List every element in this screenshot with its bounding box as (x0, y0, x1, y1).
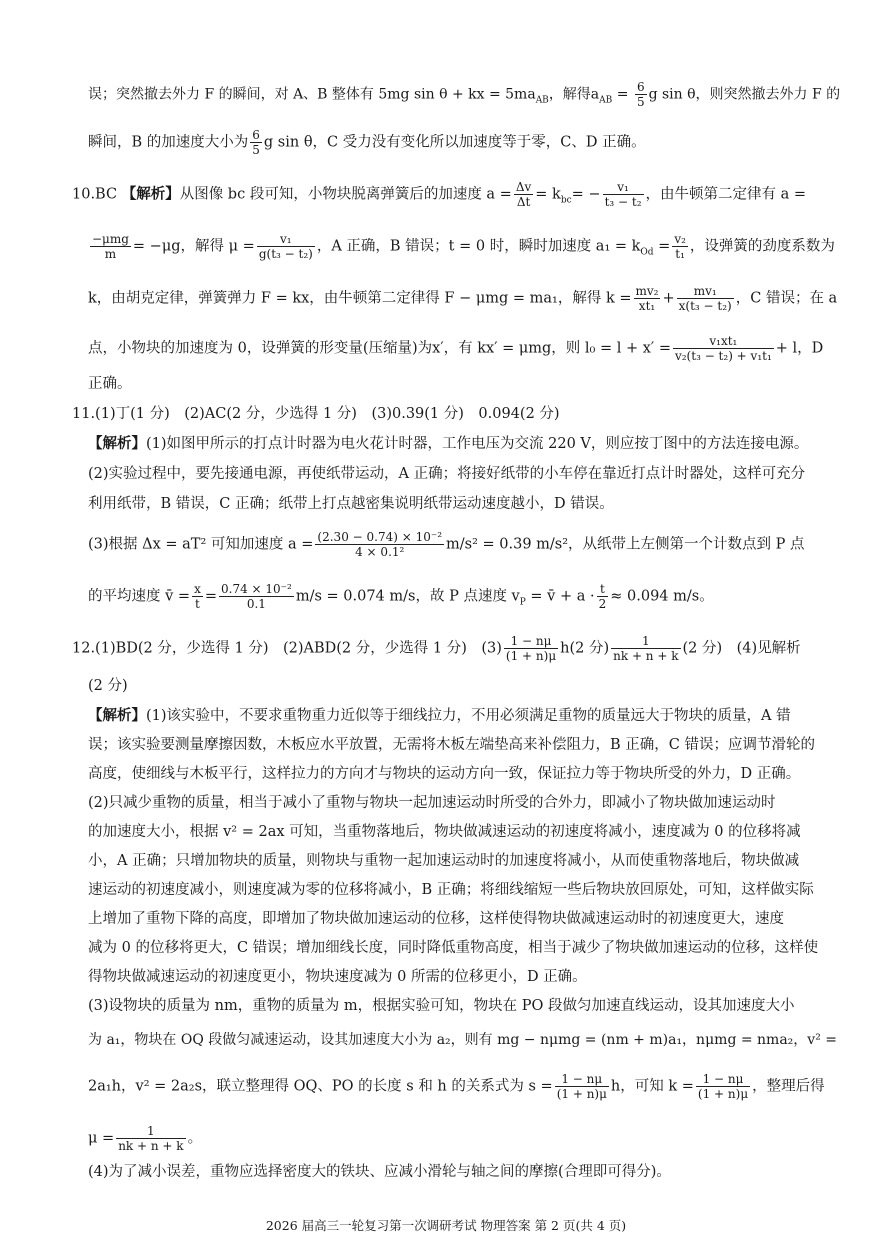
text: k，由胡克定律，弹簧弹力 F = kx，由牛顿第二定律得 F − μmg = ma₁，解得 k = (88, 290, 632, 307)
q12-line-3 (88, 764, 828, 784)
analysis-tag: 【解析】 (88, 707, 146, 724)
sub: Od (640, 247, 654, 258)
text: 误；突然撤去外力 F 的瞬间，对 A、B 整体有 5mg sin θ + kx = 5ma (88, 86, 536, 103)
q11-line-3 (88, 494, 828, 514)
numerator: 6 (252, 128, 260, 142)
fraction (673, 334, 774, 363)
text: 的平均速度 v̄ = (88, 588, 191, 605)
text: 从图像 bc 段可知，小物块脱离弹簧后的加速度 a = (179, 186, 512, 203)
denominator: x(t₃ − t₂) (678, 299, 732, 313)
numerator: v₂ (674, 232, 686, 246)
q12-line-2 (88, 735, 828, 755)
text: h(2 分) (560, 640, 610, 657)
text: 。 (187, 1130, 203, 1147)
denominator: xt₁ (638, 299, 656, 313)
denominator: 5 (636, 95, 645, 109)
numerator: 1 − nμ (555, 1072, 609, 1087)
text: ，整理后得 (752, 1078, 825, 1095)
denominator: g(t₃ − t₂) (258, 247, 313, 261)
fraction (634, 284, 661, 313)
text: + (662, 290, 675, 307)
q12-header-2 (88, 676, 828, 696)
q10-line-3 (88, 284, 838, 313)
text: 得物块做减速运动的初速度更小，物块速度减为 0 所需的位移更小，D 正确。 (88, 969, 587, 985)
q12-line-9 (88, 938, 828, 958)
fraction (257, 232, 315, 261)
text: h，可知 k = (610, 1078, 694, 1095)
sub: P (519, 597, 526, 608)
text: (2 分) (88, 678, 128, 694)
text: + l，D (775, 340, 824, 357)
text: ≈ 0.094 m/s。 (610, 588, 714, 605)
text: 正确。 (88, 376, 132, 392)
numerator: v₁ (603, 180, 644, 195)
denominator: (1 + n)μ (505, 649, 557, 663)
denominator: (1 + n)μ (697, 1087, 749, 1101)
q12-line-13 (88, 1072, 828, 1101)
text: 小，A 正确；只增加物块的质量，则物块与重物一起加速运动时的加速度将减小，从而使重物落地后，物块做减 (88, 853, 800, 869)
q12-line-10 (88, 967, 828, 987)
numerator: 1 (611, 634, 680, 649)
q12-line-8 (88, 909, 828, 929)
text: = (653, 238, 671, 255)
q12-line-12 (88, 1030, 837, 1050)
text: (3)设物块的质量为 nm，重物的质量为 m，根据实验可知，物块在 PO 段做匀加速直线运动，设其加速度大小 (88, 998, 795, 1014)
q12-line-1 (88, 706, 828, 726)
q12-line-4 (88, 793, 828, 813)
text: (4)为了减小误差，重物应选择密度大的铁块、应减小滑轮与轴之间的摩擦(合理即可得分)。 (88, 1164, 671, 1180)
denominator: 0.1 (246, 597, 266, 611)
numerator: −μmg (92, 232, 129, 246)
q12-line-14 (88, 1124, 828, 1153)
text: (2 分) (4)见解析 (682, 640, 801, 657)
text: g sin θ，则突然撤去外力 F 的 (648, 86, 841, 103)
q10-line-5 (88, 374, 828, 394)
fraction (677, 284, 734, 313)
text: ，由牛顿第二定律有 a = (645, 186, 807, 203)
q12-header (72, 634, 812, 663)
numerator: 1 − nμ (504, 634, 558, 649)
text: 11.(1)丁(1 分) (2)AC(2 分，少选得 1 分) (3)0.39(1 分) 0.094(2 分) (72, 406, 560, 422)
text: (1)如图甲所示的打点计时器为电火花计时器，工作电压为交流 220 V，则应按丁图中的方法连接电源。 (146, 436, 809, 452)
denominator: nk + n + k (118, 1139, 184, 1153)
fraction (611, 634, 680, 663)
q10-line-4 (88, 334, 828, 363)
text: 高度，使细线与木板平行，这样拉力的方向才与物块的运动方向一致，保证拉力等于物块所受的外力，D 正确。 (88, 766, 801, 782)
text: (2)实验过程中，要先接通电源，再使纸带运动，A 正确；将接好纸带的小车停在靠近打点计时器处，这样可充分 (88, 466, 806, 482)
sub: AB (535, 95, 549, 106)
q11-line-5 (88, 582, 828, 612)
q10-line-1 (72, 180, 812, 210)
text: = v̄ + a · (525, 588, 595, 605)
text: 12.(1)BD(2 分，少选得 1 分) (2)ABD(2 分，少选得 1 分) (3) (72, 640, 502, 657)
denominator: 4 × 0.1² (355, 545, 405, 559)
denominator: t₁ (675, 247, 685, 261)
text: 瞬间，B 的加速度大小为 (88, 134, 249, 151)
denominator: 2 (598, 597, 607, 611)
question-number: 10.BC (72, 186, 118, 203)
q12-line-7 (88, 880, 828, 900)
fraction (192, 582, 203, 611)
q11-line-2 (88, 464, 828, 484)
numerator: mv₁ (677, 284, 734, 299)
text: (2)只减少重物的质量，相当于减小了重物与物块一起加速运动时所受的合外力，即减小了物块做加速运动时 (88, 795, 776, 811)
denominator: nk + n + k (613, 649, 679, 663)
numerator: v₁xt₁ (673, 334, 774, 349)
numerator: 1 − nμ (696, 1072, 750, 1087)
q12-line-5 (88, 822, 828, 842)
text: 利用纸带，B 错误，C 正确；纸带上打点越密集说明纸带运动速度越小，D 错误。 (88, 496, 614, 512)
numerator: v₁ (257, 232, 315, 247)
denominator: (1 + n)μ (556, 1087, 607, 1101)
fraction (116, 1124, 185, 1153)
q12-line-11 (88, 996, 828, 1016)
text: = (204, 588, 217, 605)
q9-line-2 (88, 128, 828, 157)
text: 上增加了重物下降的高度，即增加了物块做加速运动的位移，这样使得物块做减速运动时的初速度更大，速度 (88, 911, 784, 927)
text: (3)根据 Δx = aT² 可知加速度 a = (88, 536, 314, 553)
fraction (514, 180, 533, 209)
text: m/s = 0.074 m/s，故 P 点速度 v (295, 588, 520, 605)
fraction (635, 80, 647, 109)
text: 速运动的初速度减小，则速度减为零的位移将减小，B 正确；将细线缩短一些后物块放回原处，可知，这样做实际 (88, 882, 814, 898)
q11-header (72, 404, 812, 424)
text: 减为 0 的位移将更大，C 错误；增加细线长度，同时降低重物高度，相当于减少了物块做加速运动的位移，这样使 (88, 940, 819, 956)
numerator: mv₂ (635, 284, 659, 298)
numerator: 1 (116, 1124, 185, 1139)
text: = − (571, 186, 601, 203)
numerator: 6 (636, 80, 645, 94)
denominator: v₂(t₃ − t₂) + v₁t₁ (674, 349, 772, 363)
q12-line-6 (88, 851, 828, 871)
numerator: t (597, 582, 609, 597)
denominator: 5 (252, 143, 260, 157)
fraction (555, 1072, 609, 1101)
page-footer: 2026 届高三一轮复习第一次调研考试 物理答案 第 2 页(共 4 页) (265, 1218, 627, 1233)
denominator: t₃ − t₂ (604, 195, 642, 209)
fraction (696, 1072, 750, 1101)
fraction (504, 634, 558, 663)
text: ，C 错误；在 a (735, 290, 838, 307)
q11-line-1 (88, 434, 828, 454)
q9-line-1 (88, 80, 841, 110)
fraction (90, 232, 131, 261)
numerator: Δv (515, 180, 532, 194)
text: = (612, 86, 633, 103)
numerator: 0.74 × 10⁻² (221, 582, 292, 596)
text: 2a₁h，v² = 2a₂s，联立整理得 OQ、PO 的长度 s 和 h 的关系式为 s = (88, 1078, 553, 1095)
text: = −μg，解得 μ = (132, 238, 255, 255)
q10-line-2 (88, 232, 835, 262)
numerator: x (194, 582, 201, 596)
text: 的加速度大小，根据 v² = 2ax 可知，当重物落地后，物块做减速运动的初速度将减小，速度减为 0 的位移将减 (88, 824, 801, 840)
fraction (250, 128, 262, 157)
fraction (603, 180, 644, 209)
text: 点，小物块的加速度为 0，设弹簧的形变量(压缩量)为x′，有 kx′ = μmg，则 l₀ = l + x′ = (88, 340, 671, 357)
text: 为 a₁，物块在 OQ 段做匀减速运动，设其加速度大小为 a₂，则有 mg − nμmg = (nm + m)a₁，nμmg = nma₂，v² = (88, 1032, 837, 1048)
numerator: (2.30 − 0.74) × 10⁻² (317, 530, 443, 544)
text: μ = (88, 1130, 115, 1147)
text: ，A 正确，B 错误；t = 0 时，瞬时加速度 a₁ = k (316, 238, 641, 255)
denominator: t (195, 597, 200, 611)
sub: AB (599, 95, 613, 106)
text: m/s² = 0.39 m/s²，从纸带上左侧第一个计数点到 P 点 (446, 536, 805, 553)
denominator: Δt (516, 195, 531, 209)
text: ，解得a (548, 86, 600, 103)
sub: bc (560, 195, 572, 206)
q11-line-4 (88, 530, 828, 559)
text: g sin θ，C 受力没有变化所以加速度等于零，C、D 正确。 (263, 134, 646, 151)
text: 误；该实验要测量摩擦因数，木板应水平放置，无需将木板左端垫高来补偿阻力，B 正确，C 错误；应调节滑轮的 (88, 737, 815, 753)
analysis-tag: 【解析】 (121, 185, 180, 203)
text: = k (535, 186, 561, 203)
fraction (597, 582, 609, 611)
denominator: m (104, 247, 117, 261)
analysis-tag: 【解析】 (88, 435, 146, 452)
fraction (315, 530, 444, 559)
text: (1)该实验中，不要求重物重力近似等于细线拉力，不用必须满足重物的质量远大于物块的质量，A 错 (146, 708, 791, 724)
fraction (672, 232, 688, 261)
text: ，设弹簧的劲度系数为 (689, 238, 835, 255)
q12-line-15 (88, 1162, 828, 1182)
fraction (219, 582, 294, 611)
